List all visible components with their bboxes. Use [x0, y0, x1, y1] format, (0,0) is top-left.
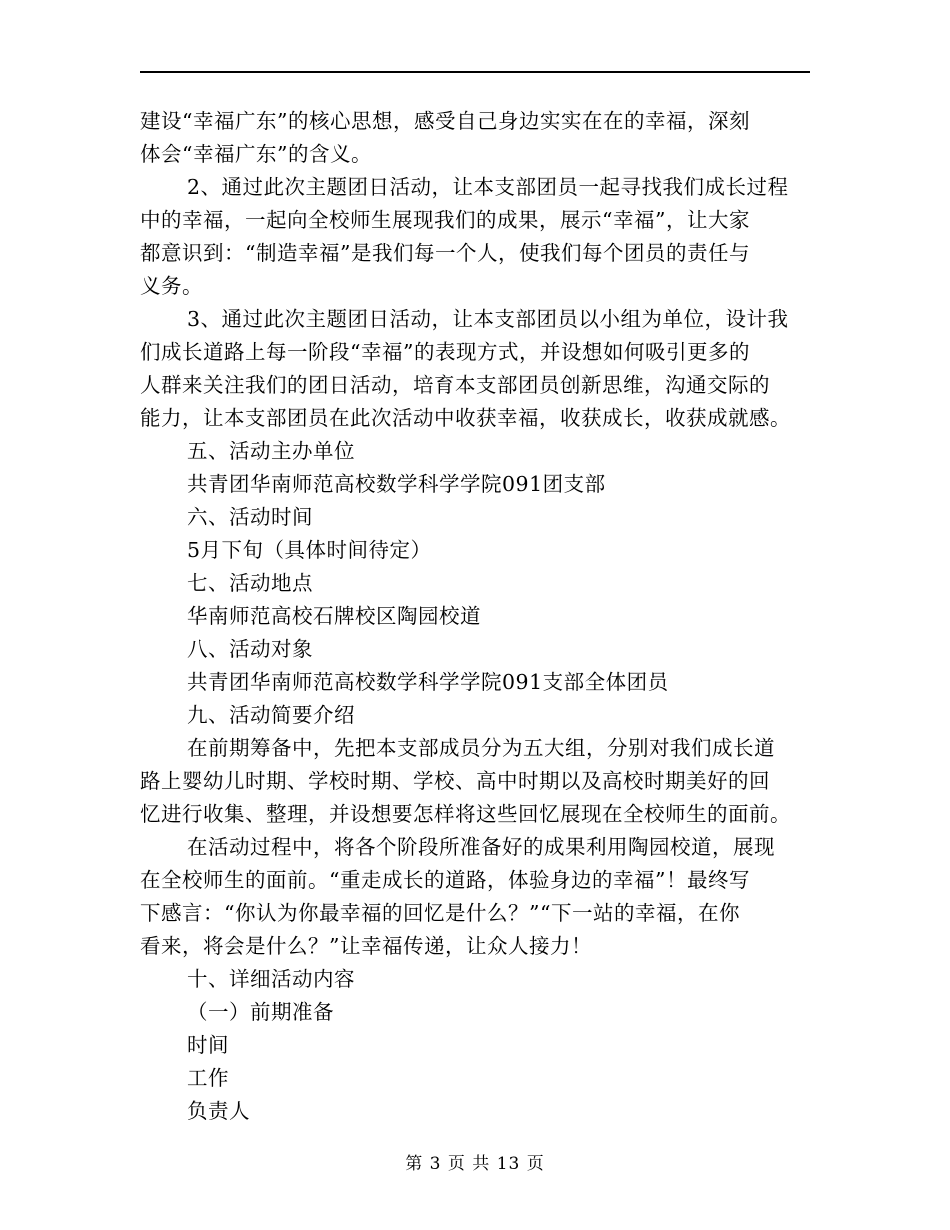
text-line: 华南师范高校石牌校区陶园校道: [187, 604, 481, 628]
text-line: 负责人: [187, 1099, 250, 1123]
text-line: 在全校师生的面前。“重走成长的道路，体验身边的幸福”！最终写: [140, 868, 750, 892]
text-line: 共青团华南师范高校数学科学学院091团支部: [187, 472, 606, 496]
text-line: 路上婴幼儿时期、学校时期、学校、高中时期以及高校时期美好的回: [140, 769, 770, 793]
text-line: 建设“幸福广东”的核心思想，感受自己身边实实在在的幸福，深刻: [140, 109, 750, 133]
header-rule: [140, 71, 810, 73]
text-line: 十、详细活动内容: [187, 967, 355, 991]
text-line: 九、活动简要介绍: [187, 703, 355, 727]
text-line: 工作: [187, 1066, 229, 1090]
text-line: 五、活动主办单位: [187, 439, 355, 463]
text-line: （一）前期准备: [187, 1000, 334, 1024]
document-body: [140, 105, 810, 1128]
text-line: 共青团华南师范高校数学科学学院091支部全体团员: [187, 670, 669, 694]
text-line: 八、活动对象: [187, 637, 313, 661]
text-line: 能力，让本支部团员在此次活动中收获幸福，收获成长，收获成就感。: [140, 406, 791, 430]
text-line: 六、活动时间: [187, 505, 313, 529]
text-line: 3、通过此次主题团日活动，让本支部团员以小组为单位，设计我: [187, 307, 789, 331]
text-line: 七、活动地点: [187, 571, 313, 595]
text-line: 2、通过此次主题团日活动，让本支部团员一起寻找我们成长过程: [187, 175, 789, 199]
text-line: 忆进行收集、整理，并设想要怎样将这些回忆展现在全校师生的面前。: [140, 802, 791, 826]
text-line: 们成长道路上每一阶段“幸福”的表现方式，并设想如何吸引更多的: [140, 340, 750, 364]
text-line: 体会“幸福广东”的含义。: [140, 142, 372, 166]
text-line: 5月下旬（具体时间待定）: [187, 538, 432, 562]
text-line: 都意识到：“制造幸福”是我们每一个人，使我们每个团员的责任与: [140, 241, 750, 265]
page-footer: 第 3 页 共 13 页: [405, 1154, 545, 1174]
text-line: 义务。: [140, 274, 203, 298]
text-line: 在前期筹备中，先把本支部成员分为五大组，分别对我们成长道: [187, 736, 775, 760]
text-line: 下感言：“你认为你最幸福的回忆是什么？”“下一站的幸福，在你: [140, 901, 740, 925]
text-line: 时间: [187, 1033, 229, 1057]
text-line: 人群来关注我们的团日活动，培育本支部团员创新思维，沟通交际的: [140, 373, 770, 397]
text-line: 中的幸福，一起向全校师生展现我们的成果，展示“幸福”，让大家: [140, 208, 750, 232]
text-line: 看来，将会是什么？”让幸福传递，让众人接力！: [140, 934, 592, 958]
text-line: 在活动过程中，将各个阶段所准备好的成果利用陶园校道，展现: [187, 835, 775, 859]
